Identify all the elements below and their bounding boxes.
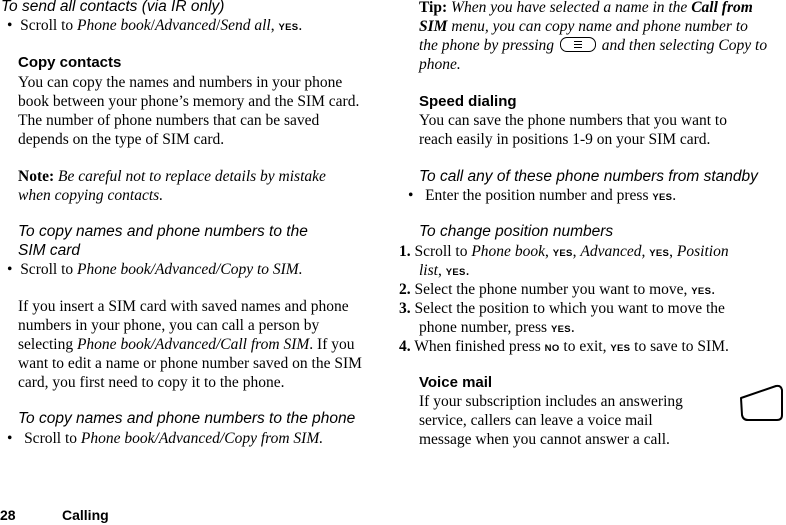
- insert-sim-line-5: card, you first need to copy it to the phone.: [18, 374, 285, 391]
- copy-contacts-line-3: The number of phone numbers that can be saved: [18, 112, 320, 129]
- copy-to-sim-title-2: SIM card: [18, 242, 81, 259]
- insert-sim-line-2: numbers in your phone, you can call a person by: [18, 317, 320, 334]
- tip-line-3: the phone by pressing and then selecting Copy to: [419, 37, 768, 54]
- step-3-line-2: phone number, press YES.: [419, 319, 575, 336]
- step-1-line-1: 1. Scroll to Phone book, YES, Advanced, YES, Position: [399, 243, 729, 260]
- insert-sim-line-3: selecting Phone book/Advanced/Call from SIM. If you: [18, 336, 355, 353]
- section-name: Calling: [62, 507, 109, 523]
- voice-mail-heading: Voice mail: [419, 374, 493, 391]
- copy-to-sim-step: • Scroll to Phone book/Advanced/Copy to SIM.: [7, 261, 303, 278]
- speed-dialing-line-1: You can save the phone numbers that you want to: [419, 112, 727, 129]
- insert-sim-line-1: If you insert a SIM card with saved names and phone: [18, 298, 349, 315]
- step-4: 4. When finished press NO to exit, YES to save to SIM.: [399, 338, 729, 355]
- note-label: Note:: [18, 168, 55, 185]
- note-line-1: [18, 167, 326, 186]
- copy-contacts-line-2: book between your phone’s memory and the SIM card.: [18, 93, 360, 110]
- step-2: 2. Select the phone number you want to move, YES.: [399, 281, 716, 298]
- change-position-title: To change position numbers: [419, 223, 614, 240]
- speed-dialing-heading: Speed dialing: [419, 93, 517, 110]
- voicemail-tab-icon: [738, 384, 784, 422]
- voice-mail-line-2: service, callers can leave a voice mail: [419, 412, 653, 429]
- tip-line-4: phone.: [419, 56, 461, 73]
- call-standby-title: To call any of these phone numbers from standby: [419, 168, 758, 185]
- insert-sim-line-4: want to edit a name or phone number saved on the SIM: [18, 355, 362, 372]
- send-all-step: • Scroll to Phone book/Advanced/Send all, YES.: [7, 17, 303, 34]
- send-all-title: To send all contacts (via IR only): [1, 0, 225, 15]
- tip-line-2: SIM menu, you can copy name and phone number to: [419, 18, 748, 35]
- voice-mail-line-3: message when you cannot answer a call.: [419, 431, 670, 448]
- note-line-2: when copying contacts.: [18, 187, 164, 204]
- copy-contacts-line-4: depends on the type of SIM card.: [18, 131, 225, 148]
- copy-to-phone-step: • Scroll to Phone book/Advanced/Copy from SIM.: [7, 430, 324, 447]
- menu-key-icon: [560, 37, 596, 52]
- copy-contacts-heading: Copy contacts: [18, 54, 122, 71]
- tip-line-1: Tip: When you have selected a name in the Call from: [419, 0, 753, 16]
- call-standby-step: • Enter the position number and press YES.: [408, 187, 677, 204]
- page-number: 28: [0, 507, 16, 523]
- speed-dialing-line-2: reach easily in positions 1-9 on your SIM card.: [419, 131, 711, 148]
- yes-key-label: YES: [278, 22, 299, 33]
- voice-mail-line-1: If your subscription includes an answering: [419, 393, 683, 410]
- step-1-line-2: list, YES.: [419, 262, 470, 279]
- copy-to-phone-title: To copy names and phone numbers to the phone: [18, 410, 356, 427]
- copy-contacts-line-1: You can copy the names and numbers in your phone: [18, 74, 343, 91]
- step-3-line-1: 3. Select the position to which you want to move the: [399, 300, 725, 317]
- note-text-1: Be careful not to replace details by mistake: [58, 168, 326, 185]
- copy-to-sim-title-1: To copy names and phone numbers to the: [18, 223, 308, 240]
